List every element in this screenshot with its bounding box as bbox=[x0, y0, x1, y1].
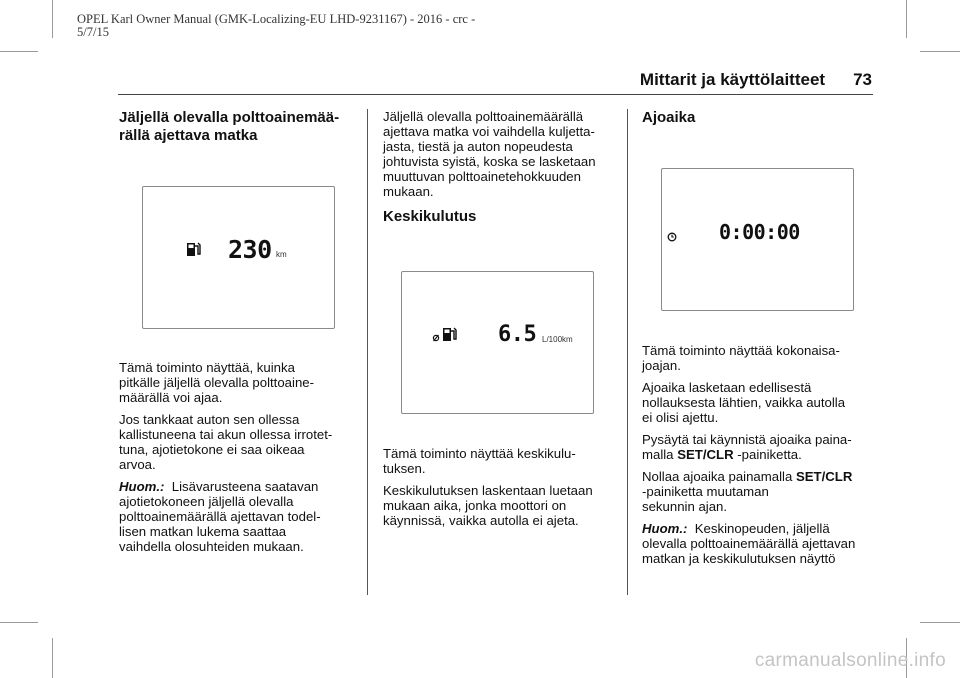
clock-icon bbox=[667, 232, 677, 242]
column-1-body bbox=[119, 360, 364, 561]
column-3-body bbox=[642, 343, 882, 573]
note-text: Keskinopeuden, jäljellä olevalla polttoainemäärällä ajettavan matkan ja keskikulutuksen näyttö bbox=[642, 521, 856, 566]
paragraph-text: Pysäytä tai käynnistä ajoaika paina- malla bbox=[642, 432, 852, 462]
paragraph: Jos tankkaat auton sen ollessa kallistuneena tai akun ollessa irrotet- tuna, ajotietokone ei saa oikeaa arvoa. bbox=[119, 412, 333, 472]
driving-time-value: 0:00:00 bbox=[719, 220, 800, 244]
column-divider bbox=[627, 109, 628, 595]
paragraph-text: Nollaa ajoaika painamalla bbox=[642, 469, 796, 484]
crop-mark bbox=[52, 0, 53, 38]
paragraph: Tämä toiminto näyttää keskikulu- tuksen. bbox=[383, 446, 576, 476]
column-1 bbox=[119, 109, 359, 144]
column-2 bbox=[383, 109, 623, 226]
paragraph: Tämä toiminto näyttää, kuinka pitkälle jäljellä olevalla polttoaine- määrällä voi ajaa. bbox=[119, 360, 314, 405]
average-consumption-unit: L/100km bbox=[542, 335, 573, 344]
paragraph: Tämä toiminto näyttää kokonaisa- joajan. bbox=[642, 343, 840, 373]
paragraph: Ajoaika lasketaan edellisestä nollauksesta lähtien, vaikka autolla ei olisi ajettu. bbox=[642, 380, 846, 425]
range-display bbox=[142, 186, 335, 329]
paragraph-text: -painiketta muutaman sekunnin ajan. bbox=[642, 484, 769, 514]
range-value: 230 bbox=[228, 235, 272, 264]
watermark: carmanualsonline.info bbox=[754, 650, 946, 671]
note bbox=[119, 479, 364, 554]
document-meta bbox=[77, 13, 475, 39]
note bbox=[642, 521, 882, 566]
meta-line: OPEL Karl Owner Manual (GMK-Localizing-EU LHD-9231167) - 2016 - crc - bbox=[77, 12, 476, 26]
paragraph-text: -painiketta. bbox=[733, 447, 802, 462]
crop-mark bbox=[920, 622, 960, 623]
note-label: Huom.: bbox=[642, 521, 688, 536]
average-consumption-value: 6.5 bbox=[498, 322, 537, 347]
section-title: Mittarit ja käyttölaitteet bbox=[639, 70, 826, 89]
section-heading: Jäljellä olevalla polttoainemää- rällä ajettava matka bbox=[119, 109, 340, 144]
column-3 bbox=[642, 109, 882, 127]
button-reference: SET/CLR bbox=[795, 469, 853, 484]
crop-mark bbox=[52, 638, 53, 678]
running-header bbox=[640, 70, 872, 90]
column-2-body bbox=[383, 446, 623, 535]
page-number: 73 bbox=[853, 70, 872, 89]
crop-mark bbox=[0, 622, 38, 623]
meta-line: 5/7/15 bbox=[77, 25, 109, 39]
button-reference: SET/CLR bbox=[677, 447, 734, 462]
fuel-pump-icon bbox=[186, 240, 202, 258]
range-unit: km bbox=[276, 250, 287, 259]
crop-mark bbox=[920, 51, 960, 52]
note-label: Huom.: bbox=[119, 479, 165, 494]
crop-mark bbox=[0, 51, 38, 52]
paragraph: Jäljellä olevalla polttoainemäärällä ajettava matka voi vaihdella kuljetta- jasta, tiestä ja auton nopeudesta johtuvista syistä, koska se lasketaan muuttuvan polttoainetehokkuuden mukaan. bbox=[383, 109, 596, 199]
section-heading: Ajoaika bbox=[642, 109, 696, 126]
header-rule bbox=[118, 94, 873, 95]
paragraph bbox=[642, 432, 882, 462]
note-text: Lisävarusteena saatavan ajotietokoneen jäljellä olevalla polttoainemäärällä ajettavan todel- lisen matkan lukema saattaa vaihdella olosuhteiden mukaan. bbox=[119, 479, 321, 554]
driving-time-display bbox=[661, 168, 854, 311]
column-divider bbox=[367, 109, 368, 595]
average-fuel-icon bbox=[432, 325, 458, 343]
crop-mark bbox=[906, 0, 907, 38]
section-heading: Keskikulutus bbox=[383, 208, 477, 225]
paragraph: Keskikulutuksen laskentaan luetaan mukaan aika, jonka moottori on käynnissä, vaikka autolla ei ajeta. bbox=[383, 483, 593, 528]
average-consumption-display bbox=[401, 271, 594, 414]
paragraph bbox=[642, 469, 882, 514]
